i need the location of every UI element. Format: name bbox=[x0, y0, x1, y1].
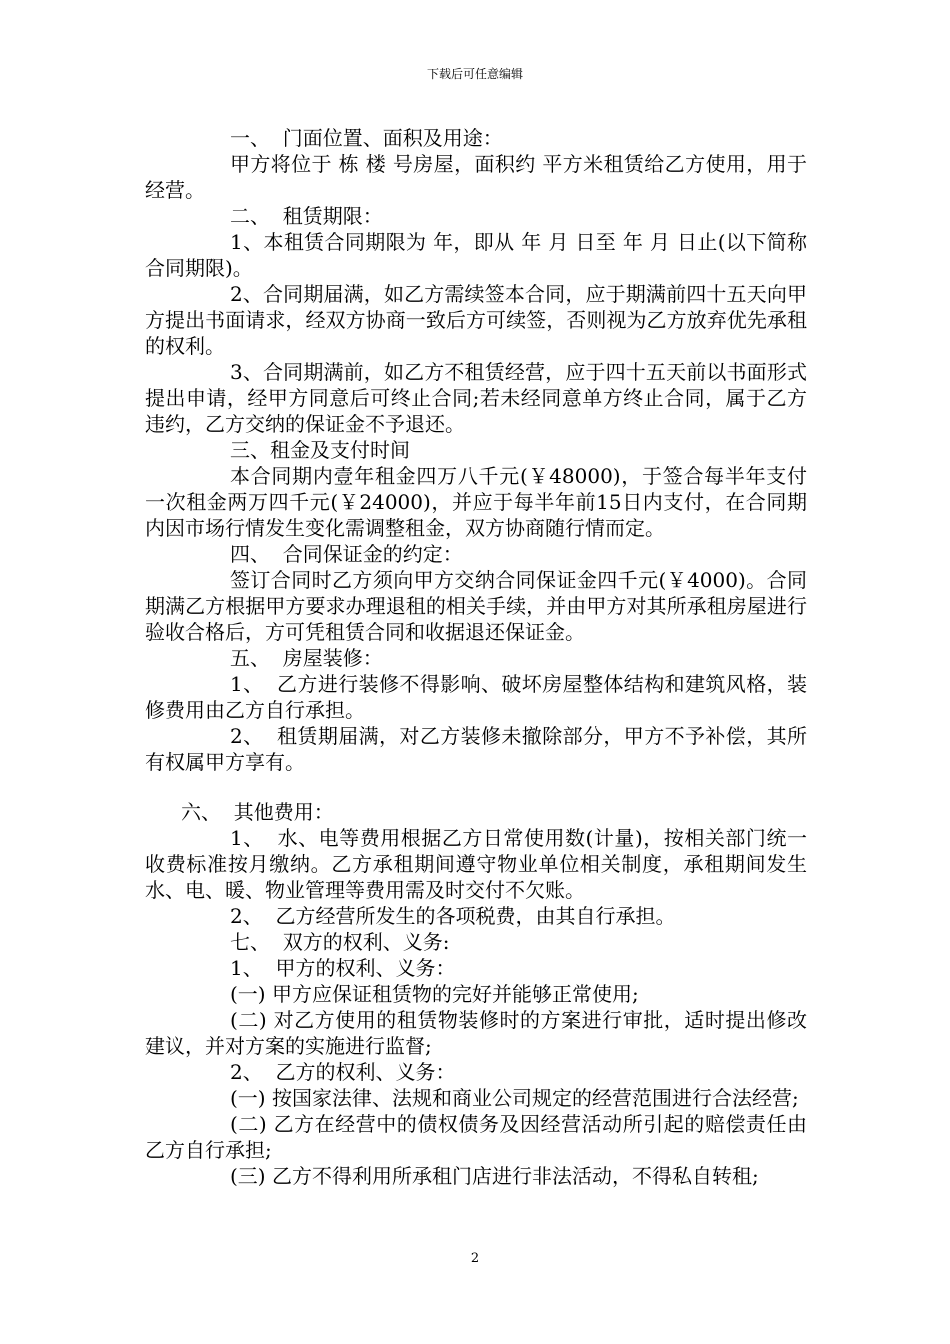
paragraph: 1、本租赁合同期限为 年，即从 年 月 日至 年 月 日止(以下简称合同期限)。 bbox=[145, 230, 807, 280]
paragraph: (一) 甲方应保证租赁物的完好并能够正常使用; bbox=[230, 982, 639, 1006]
paragraph: 2、合同期届满，如乙方需续签本合同，应于期满前四十五天向甲方提出书面请求，经双方协商一致后方可续签，否则视为乙方放弃优先承租的权利。 bbox=[145, 282, 807, 358]
paragraph: (三) 乙方不得利用所承租门店进行非法活动，不得私自转租; bbox=[230, 1164, 759, 1188]
paragraph: 签订合同时乙方须向甲方交纳合同保证金四千元(￥4000)。合同期满乙方根据甲方要求办理退租的相关手续，并由甲方对其所承租房屋进行验收合格后，方可凭租赁合同和收据退还保证金。 bbox=[145, 568, 807, 644]
section-heading: 四、 合同保证金的约定： bbox=[230, 542, 463, 566]
paragraph: (一) 按国家法律、法规和商业公司规定的经营范围进行合法经营; bbox=[230, 1086, 799, 1110]
contract-body bbox=[145, 125, 807, 1189]
section-heading: 二、 租赁期限： bbox=[230, 204, 383, 228]
paragraph: 1、 甲方的权利、义务： bbox=[230, 956, 456, 980]
section-heading: 六、 其他费用： bbox=[181, 800, 334, 824]
blank-line bbox=[145, 775, 807, 799]
section-heading: 三、租金及支付时间 bbox=[230, 438, 410, 462]
paragraph: (二) 对乙方使用的租赁物装修时的方案进行审批，适时提出修改建议，并对方案的实施进行监督; bbox=[145, 1008, 807, 1058]
paragraph: (二) 乙方在经营中的债权债务及因经营活动所引起的赔偿责任由乙方自行承担; bbox=[145, 1112, 807, 1162]
paragraph: 甲方将位于 栋 楼 号房屋，面积约 平方米租赁给乙方使用，用于经营。 bbox=[145, 152, 807, 202]
paragraph: 2、 乙方经营所发生的各项税费，由其自行承担。 bbox=[230, 904, 676, 928]
section-heading: 一、 门面位置、面积及用途： bbox=[230, 126, 503, 150]
section-heading: 五、 房屋装修： bbox=[230, 646, 383, 670]
page-header: 下载后可任意编辑 bbox=[426, 67, 523, 81]
paragraph: 本合同期内壹年租金四万八千元(￥48000)，于签合每半年支付一次租金两万四千元(￥24000)，并应于每半年前15日内支付，在合同期内因市场行情发生变化需调整租金，双方协商随行情而定。 bbox=[145, 464, 807, 540]
paragraph: 2、 租赁期届满，对乙方装修未撤除部分，甲方不予补偿，其所有权属甲方享有。 bbox=[145, 724, 807, 774]
page-number: 2 bbox=[470, 1251, 480, 1266]
paragraph: 2、 乙方的权利、义务： bbox=[230, 1060, 456, 1084]
paragraph: 1、 水、电等费用根据乙方日常使用数(计量)，按相关部门统一收费标准按月缴纳。乙方承租期间遵守物业单位相关制度，承租期间发生水、电、暖、物业管理等费用需及时交付不欠账。 bbox=[145, 826, 807, 902]
paragraph: 1、 乙方进行装修不得影响、破坏房屋整体结构和建筑风格，装修费用由乙方自行承担。 bbox=[145, 672, 807, 722]
paragraph: 3、合同期满前，如乙方不租赁经营，应于四十五天前以书面形式提出申请，经甲方同意后可终止合同;若未经同意单方终止合同，属于乙方违约，乙方交纳的保证金不予退还。 bbox=[145, 360, 807, 436]
section-heading: 七、 双方的权利、义务: bbox=[230, 930, 450, 954]
